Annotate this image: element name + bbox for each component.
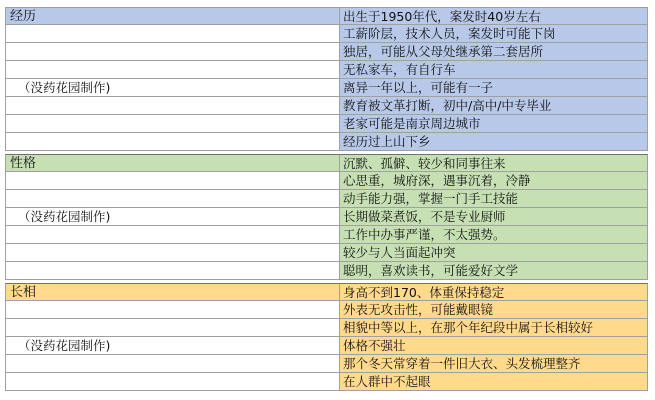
table-row [5, 226, 648, 244]
trait-cell[interactable]: 动手能力强，掌握一门手工技能 [340, 190, 648, 208]
trait-cell[interactable]: 身高不到170、体重保持稳定 [340, 283, 648, 301]
trait-cell[interactable]: 出生于1950年代，案发时40岁左右 [340, 7, 648, 25]
empty-cell[interactable] [5, 301, 340, 319]
table-row [5, 25, 648, 43]
trait-cell[interactable]: 外表无攻击性，可能戴眼镜 [340, 301, 648, 319]
table-row [5, 115, 648, 133]
table-row [5, 79, 648, 97]
trait-cell[interactable]: 长期做菜煮饭，不是专业厨师 [340, 208, 648, 226]
section-header-experience[interactable]: 经历 [5, 7, 340, 25]
table-row [5, 244, 648, 262]
trait-cell[interactable]: 聪明，喜欢读书，可能爱好文学 [340, 262, 648, 280]
table-row [5, 319, 648, 337]
table-row [5, 355, 648, 373]
empty-cell[interactable] [5, 244, 340, 262]
empty-cell[interactable] [5, 115, 340, 133]
table-row [5, 97, 648, 115]
trait-cell[interactable]: 较少与人当面起冲突 [340, 244, 648, 262]
table-row [5, 337, 648, 355]
table-row [5, 154, 648, 172]
empty-cell[interactable] [5, 190, 340, 208]
trait-cell[interactable]: 教育被文革打断，初中/高中/中专毕业 [340, 97, 648, 115]
trait-cell[interactable]: 在人群中不起眼 [340, 373, 648, 391]
section-header-personality[interactable]: 性格 [5, 154, 340, 172]
empty-cell[interactable] [5, 172, 340, 190]
profile-table [5, 7, 648, 393]
empty-cell[interactable] [5, 319, 340, 337]
trait-cell[interactable]: 那个冬天常穿着一件旧大衣、头发梳理整齐 [340, 355, 648, 373]
table-row [5, 262, 648, 280]
trait-cell[interactable]: 离异一年以上，可能有一子 [340, 79, 648, 97]
table-row [5, 133, 648, 151]
trait-cell[interactable]: 工薪阶层，技术人员，案发时可能下岗 [340, 25, 648, 43]
trait-cell[interactable]: 独居，可能从父母处继承第二套居所 [340, 43, 648, 61]
table-row [5, 373, 648, 391]
table-row [5, 43, 648, 61]
empty-cell[interactable] [5, 355, 340, 373]
credit-label[interactable]: （没药花园制作) [5, 337, 340, 355]
table-row [5, 190, 648, 208]
section-header-appearance[interactable]: 长相 [5, 283, 340, 301]
empty-cell[interactable] [5, 262, 340, 280]
trait-cell[interactable]: 心思重，城府深，遇事沉着，冷静 [340, 172, 648, 190]
table-row [5, 7, 648, 25]
trait-cell[interactable]: 沉默、孤僻、较少和同事往来 [340, 154, 648, 172]
trait-cell[interactable]: 老家可能是南京周边城市 [340, 115, 648, 133]
credit-label[interactable]: （没药花园制作) [5, 79, 340, 97]
table-row [5, 208, 648, 226]
empty-cell[interactable] [5, 97, 340, 115]
trait-cell[interactable]: 体格不强壮 [340, 337, 648, 355]
empty-cell[interactable] [5, 61, 340, 79]
empty-cell[interactable] [5, 133, 340, 151]
trait-cell[interactable]: 无私家车，有自行车 [340, 61, 648, 79]
empty-cell[interactable] [5, 373, 340, 391]
credit-label[interactable]: （没药花园制作) [5, 208, 340, 226]
table-row [5, 283, 648, 301]
table-row [5, 61, 648, 79]
table-row [5, 172, 648, 190]
trait-cell[interactable]: 工作中办事严谨，不太强势。 [340, 226, 648, 244]
empty-cell[interactable] [5, 226, 340, 244]
empty-cell[interactable] [5, 25, 340, 43]
empty-cell[interactable] [5, 43, 340, 61]
trait-cell[interactable]: 相貌中等以上，在那个年纪段中属于长相较好 [340, 319, 648, 337]
trait-cell[interactable]: 经历过上山下乡 [340, 133, 648, 151]
table-row [5, 301, 648, 319]
